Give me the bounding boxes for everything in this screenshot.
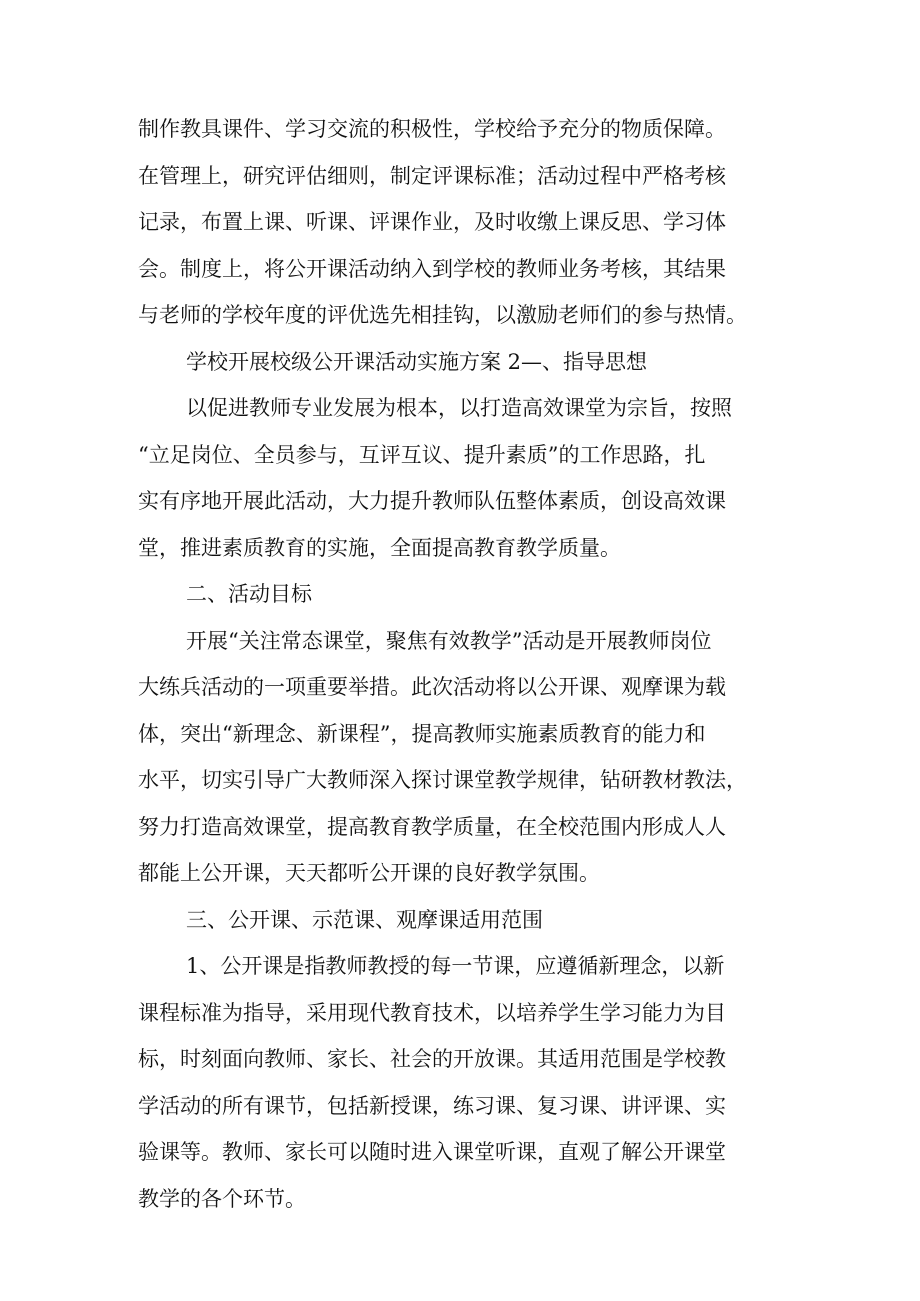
text-line: “立足岗位、全员参与，互评互议、提升素质”的工作思路，扎 [138, 442, 706, 467]
text-line: 二、活动目标 [186, 582, 312, 606]
text-line: 大练兵活动的一项重要举措。此次活动将以公开课、观摩课为载 [138, 675, 726, 699]
text-line: 学活动的所有课节，包括新授课，练习课、复习课、讲评课、实 [138, 1093, 726, 1118]
text-line: 记录，布置上课、听课、评课作业，及时收缴上课反思、学习体 [138, 210, 726, 234]
text-line: 堂，推进素质教育的实施，全面提高教育教学质量。 [138, 535, 621, 560]
text-line: 标，时刻面向教师、家长、社会的开放课。其适用范围是学校教 [138, 1047, 726, 1071]
text-line: 都能上公开课，天天都听公开课的良好教学氛围。 [138, 861, 600, 885]
text-line: 教学的各个环节。 [138, 1186, 306, 1211]
text-line: 开展“关注常态课堂，聚焦有效教学”活动是开展教师岗位 [186, 628, 712, 653]
text-line: 1、公开课是指教师教授的每一节课，应遵循新理念，以新 [186, 954, 725, 978]
text-line: 实有序地开展此活动，大力提升教师队伍整体素质，创设高效课 [138, 489, 726, 513]
text-line: 体，突出“新理念、新课程”，提高教师实施素质教育的能力和 [138, 721, 706, 746]
text-line: 在管理上，研究评估细则，制定评课标准；活动过程中严格考核 [138, 163, 726, 188]
text-line: 验课等。教师、家长可以随时进入课堂听课，直观了解公开课堂 [138, 1140, 726, 1164]
text-line: 以促进教师专业发展为根本，以打造高效课堂为宗旨，按照 [186, 396, 732, 420]
text-line: 水平，切实引导广大教师深入探讨课堂教学规律，钻研教材教法， [138, 768, 747, 792]
text-line: 学校开展校级公开课活动实施方案 2—、指导思想 [186, 349, 648, 374]
text-line: 三、公开课、示范课、观摩课适用范围 [186, 907, 543, 932]
document-body [138, 106, 798, 1222]
text-line: 课程标准为指导，采用现代教育技术，以培养学生学习能力为目 [138, 1000, 726, 1025]
text-line: 制作教具课件、学习交流的积极性，学校给予充分的物质保障。 [138, 117, 726, 141]
text-line: 努力打造高效课堂，提高教育教学质量，在全校范围内形成人人 [138, 814, 726, 839]
text-line: 会。制度上，将公开课活动纳入到学校的教师业务考核，其结果 [138, 256, 726, 281]
text-line: 与老师的学校年度的评优选先相挂钩，以激励老师们的参与热情。 [138, 303, 747, 327]
